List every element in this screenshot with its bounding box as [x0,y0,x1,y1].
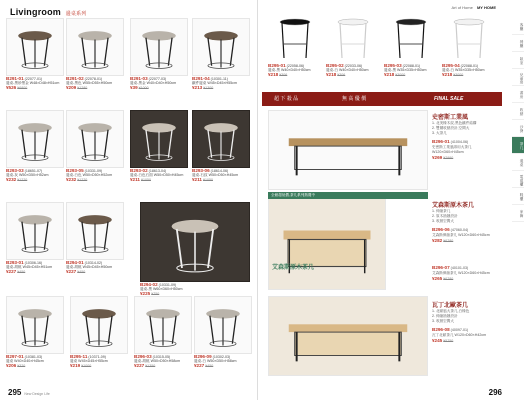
product-desc: 邊桌-白 W35×D35×H50cm [442,68,485,73]
series-info [432,262,502,282]
product-desc: 邊桌 W40×D40×H45cm [6,359,44,364]
product-meta: (18613-04) [148,169,167,173]
tab-8[interactable]: 邊桌 [512,154,524,171]
product-price: ¥39 [130,84,138,90]
series-photo [268,110,428,190]
product-meta: (22088-01) [460,64,479,68]
product-desc: 鐵件邊桌 W45×D45×H55cm [192,81,237,86]
product-photo [130,18,188,76]
product-price: ¥218 [268,71,279,77]
table-icon [326,14,380,62]
tab-7[interactable]: 茶几 [512,137,524,154]
product-code: B296-03 [134,354,152,359]
product-code: B295-04 [442,63,460,68]
series-bullet: 3. 收納空間大 [432,219,454,223]
product-code: B297-01 [6,354,24,359]
product-price: ¥265 [432,276,443,281]
product-meta: (10371-09) [88,355,106,359]
product-photo [134,296,192,354]
product-code: B293-06 [192,168,210,173]
product-price: ¥227 [194,362,205,368]
product-desc: 邊桌-黑色 W55×D55×H50cm [66,81,113,86]
product-meta: (10302-03) [212,355,231,359]
product-old-price: ¥320 [17,363,26,368]
product-old-price: ¥1220 [77,177,88,182]
product-price: ¥269 [432,155,443,160]
product-photo [6,110,64,168]
table-icon [7,203,63,259]
product-price: ¥225 [140,290,151,296]
product-desc: 邊桌-白色石面 W50×D50×H45cm [130,173,184,178]
product-code: B291-02 [66,76,84,81]
product-desc: 邊桌 W45×D45×H55cm [70,359,108,364]
product-meta: (40097-01) [450,328,469,332]
tab-2[interactable]: 臥室 [512,52,524,69]
product-price: ¥282 [432,238,443,243]
product-meta: (10301-11) [210,77,228,81]
product-code: B294-02 [140,282,158,287]
series-bullet: 3. 收納空間大 [432,319,454,323]
series-photo [268,296,428,376]
product-old-price: ¥306 [337,72,346,77]
tab-10[interactable]: 鞋櫃 [512,188,524,205]
page-title-text: Livingroom [10,7,61,17]
product-photo [6,202,64,260]
product-price: ¥213 [192,84,203,90]
product-code: B296-06 [432,227,450,232]
table-icon [195,297,251,353]
product-photo [70,296,128,354]
product-code: B296-08 [432,327,450,332]
product-price: ¥218 [442,71,453,77]
product-desc: 艾森斯伸縮茶几 W120×D60×H45cm [432,233,490,237]
page-title [10,7,87,17]
product-price: ¥211 [130,176,140,182]
product-desc: 瓦丁北歐茶几 W120×D60×H42cm [432,333,487,337]
product-meta: (10315-05) [152,355,171,359]
product-photo [192,110,250,168]
tab-4[interactable]: 書房 [512,86,524,103]
product-meta: (22033-06) [344,64,363,68]
series-title: 瓦丁北歐茶几 [432,303,469,309]
product-old-price: ¥1000 [138,85,149,90]
product-meta: (10314-02) [84,261,103,265]
product-meta: (22088-01) [402,64,421,68]
product-code: B291-04 [192,76,210,81]
product-old-price: ¥1300 [203,85,214,90]
product-code: B293-01 [6,260,24,265]
product-code: B293-02 [130,168,148,173]
product-code: B296-09 [194,354,212,359]
page-number-left: 295 New Design Life [8,388,50,397]
banner-left-text: 超 下 殺 品 [274,96,299,102]
product-old-price: ¥6780 [443,239,454,243]
series-bullet: 1. 北美橡木紋,黑色鐵件結構 [432,121,477,125]
table-icon [131,111,187,167]
product-photo [326,14,380,62]
product-price: ¥209 [66,84,77,90]
product-price: ¥206 [6,362,17,368]
product-old-price: ¥1050 [140,177,151,182]
table-icon [67,19,123,75]
product-old-price: ¥450 [205,363,214,368]
product-photo [442,14,496,62]
product-price: ¥218 [384,71,395,77]
product-photo [384,14,438,62]
product-old-price: ¥750 [151,291,160,296]
product-code: B294-01 [66,260,84,265]
product-code: B291-03 [130,76,148,81]
series-bullet: 2. 雙層收納設計,空間大 [432,126,470,130]
promo-strip: 全館超低價,茶几系列熱賣中 [268,192,428,199]
table-icon [135,297,191,353]
right-header [451,5,496,10]
footer-text: New Design Life [24,392,50,396]
table-icon [442,14,496,62]
product-photo [268,14,322,62]
product-code: B295-02 [326,63,344,68]
series-bullet: 3. 大茶几 [432,131,447,135]
table-icon [193,19,249,75]
series-photo [268,198,386,290]
series-bullet: 1. 伸縮茶几 [432,209,451,213]
coffee-table-icon [269,111,427,189]
product-old-price: ¥6800 [17,85,28,90]
product-meta: (10331-09) [84,169,103,173]
product-photo [66,202,124,260]
product-old-price: ¥306 [279,72,288,77]
product-meta: (10331-09) [158,283,177,287]
product-meta: (18651-07) [24,169,43,173]
product-old-price: ¥2990 [443,156,454,160]
product-old-price: ¥1050 [202,177,213,182]
coffee-table-icon [269,199,385,289]
series-title: 艾森斯原木茶几 [432,203,475,209]
product-old-price: ¥1000 [81,363,92,368]
table-icon [141,203,249,281]
table-icon [67,203,123,259]
product-old-price: ¥1220 [17,177,28,182]
product-code: B291-01 [6,76,24,81]
product-price: ¥227 [66,268,77,274]
table-icon [193,111,249,167]
product-price: ¥211 [192,176,202,182]
product-photo [6,18,64,76]
product-desc: 邊桌-胡桃 W45×D45×H51cm [6,265,53,270]
tab-6[interactable]: 沙發 [512,120,524,137]
sale-banner [262,92,502,106]
product-meta: (22077-03) [148,77,167,81]
table-icon [67,111,123,167]
product-desc: 邊桌-黑金 W40×D40×H50cm [130,81,177,86]
product-price: ¥526 [6,84,17,90]
product-meta: (22077-01) [24,77,43,81]
product-code: B295-11 [70,354,88,359]
product-price: ¥232 [6,176,17,182]
product-code: B296-07 [432,265,450,270]
table-icon [131,19,187,75]
product-desc: 艾森斯伸縮茶几 W120×D60×H45cm [432,271,490,275]
product-meta: (47060-04) [450,228,469,232]
series-bullet: 2. 伸縮抽屜設計 [432,314,458,318]
product-meta: (18614-06) [210,169,229,173]
table-icon [384,14,438,62]
product-desc: 邊桌-灰 W50×D50×H52cm [6,173,49,178]
series-bullet: 1. 北歐風大茶几,白橡色 [432,309,470,313]
product-photo [6,296,64,354]
product-photo [66,110,124,168]
table-icon [71,297,127,353]
product-price: ¥245 [432,338,443,343]
left-page [0,0,258,400]
product-photo [130,110,188,168]
header-tagline: Art of Home [451,5,473,10]
product-desc: 邊桌-黑砂黑金 W48×D48×H51cm [6,81,60,86]
coffee-table-icon [269,297,427,375]
page-subtitle: 邊桌系列 [65,11,87,17]
product-price: ¥219 [70,362,81,368]
table-icon [7,297,63,353]
tab-0[interactable]: 客廳 [512,18,524,35]
product-meta: (41004-06) [450,140,469,144]
product-photo [140,202,250,282]
table-icon [7,111,63,167]
product-photo [194,296,252,354]
product-code: B295-03 [384,63,402,68]
series-info [432,300,502,344]
product-old-price: ¥3000 [395,72,406,77]
series-bullet: 2. 原木抽屜設計 [432,214,458,218]
tab-1[interactable]: 餐廳 [512,35,524,52]
product-price: ¥227 [6,268,17,274]
product-photo [192,18,250,76]
product-price: ¥227 [134,362,145,368]
product-old-price: ¥6780 [443,277,454,281]
product-desc: 邊桌-黑 W60×D60×H50cm [140,287,183,292]
product-desc: 邊桌-胡桃 W50×D50×H58cm [134,359,181,364]
series-info [432,200,502,244]
product-desc: 邊桌-白 W50×D50×H58cm [194,359,237,364]
product-photo [66,18,124,76]
series-callout: 艾森斯原木茶几 [272,265,315,271]
product-code: B296-01 [432,139,450,144]
product-desc: 邊桌-石紋 W50×D50×H45cm [192,173,239,178]
product-meta: (10306-16) [24,261,43,265]
table-icon [7,19,63,75]
product-old-price: ¥3000 [453,72,464,77]
product-code: B295-01 [268,63,286,68]
side-tabs [512,18,524,222]
banner-mid-text: 無 高 優 價 [342,96,367,102]
table-icon [268,14,322,62]
product-old-price: ¥450 [17,269,26,274]
series-info [432,112,502,161]
product-code: B293-05 [66,168,84,173]
product-meta: (10381-03) [24,355,43,359]
right-page [262,0,524,400]
product-meta: (22078-01) [84,77,103,81]
tab-9[interactable]: 電視櫃 [512,171,524,188]
product-desc: 邊桌-白色 W50×D50×H52cm [66,173,113,178]
product-meta: (22058-06) [286,64,305,68]
product-desc: 史密斯工業風兩用大茶几 W120×D60×H45cm [432,145,472,154]
banner-right-text: FINAL SALE [434,96,464,102]
product-price: ¥232 [66,176,77,182]
product-old-price: ¥450 [77,269,86,274]
product-desc: 邊桌-白 W40×D40×H50cm [326,68,369,73]
product-desc: 邊桌-胡桃 W45×D45×H50cm [66,265,113,270]
tab-5[interactable]: 收納 [512,103,524,120]
product-old-price: ¥1350 [145,363,156,368]
product-price: ¥218 [326,71,337,77]
product-old-price: ¥1280 [77,85,88,90]
product-meta: (40101-03) [450,266,469,270]
product-desc: 邊桌-黑 W40×D40×H50cm [268,68,311,73]
series-title: 史密斯工業風 [432,115,469,121]
tab-3[interactable]: 兒童房 [512,69,524,86]
product-desc: 邊桌-黑 W35×D35×H50cm [384,68,427,73]
page-number-right: 296 [488,388,502,397]
tab-11[interactable]: 家飾 [512,205,524,222]
product-code: B293-03 [6,168,24,173]
brand-logo: MY HOME [476,5,496,10]
product-old-price: ¥5750 [443,339,454,343]
